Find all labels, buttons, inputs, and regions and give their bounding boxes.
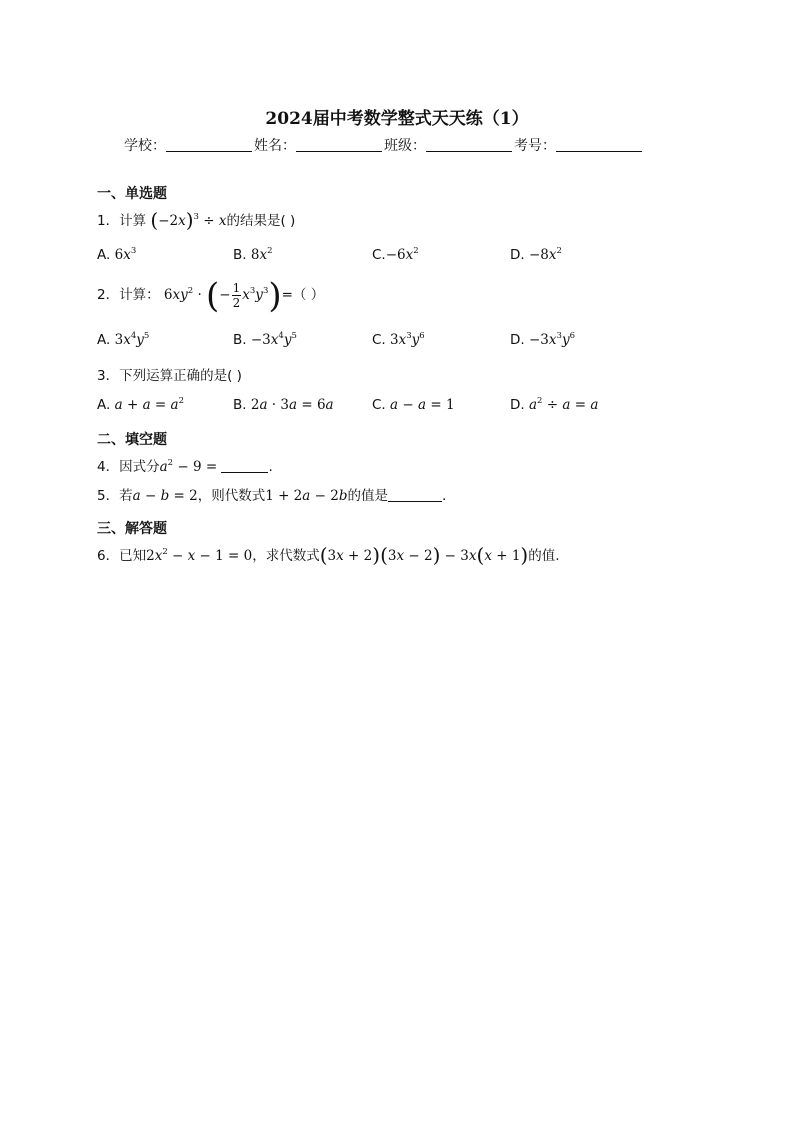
question-stem: 因式分 [119, 459, 160, 475]
question-stem: 下列运算正确的是( ) [119, 368, 242, 384]
question-stem: 计算 [119, 213, 147, 229]
answer-blank[interactable] [388, 488, 442, 502]
question-5: 5．若a − b = 2，则代数式1 + 2a − 2b的值是 . [97, 488, 447, 504]
section-title-fill-in: 二、填空题 [97, 432, 167, 448]
question-2 [97, 276, 324, 316]
option-a[interactable]: A. $6x^3$ [97, 246, 137, 263]
option-c[interactable]: C. a − a = 1 [372, 397, 455, 413]
school-blank[interactable] [166, 137, 252, 152]
question-number: 4． [97, 459, 120, 475]
question-number: 2． [97, 287, 120, 303]
math-expression: $2x^2 - x - 1 = 0$ [146, 547, 253, 564]
school-label: 学校： [124, 138, 166, 154]
question-6: 6．已知$2x^2 - x - 1 = 0$，求代数式(3x + 2)(3x − 2) − 3x(x + 1)的值. [97, 543, 560, 567]
student-info-line [124, 135, 644, 155]
question-number: 3． [97, 368, 120, 384]
option-c[interactable]: $C.-6x^2$ [372, 246, 419, 263]
math-expression: $6xy^2$ · (− $\frac{1}{2}$ $x^3y^3$) [163, 276, 282, 316]
option-d[interactable]: D. $-8x^2$ [510, 246, 562, 263]
question-4: 4．因式分$a^2 - 9$ = . [97, 458, 273, 475]
option-b[interactable]: B. $8x^2$ [233, 246, 273, 263]
page-title: 2024届中考数学整式天天练（1） [265, 109, 529, 129]
name-label: 姓名： [254, 138, 296, 154]
option-b[interactable]: B. $-3x^4y^5$ [233, 331, 297, 348]
question-number: 1． [97, 213, 120, 229]
question-1 [97, 208, 295, 232]
option-d[interactable]: D. $-3x^3y^6$ [510, 331, 575, 348]
number-blank[interactable] [556, 137, 642, 152]
option-b[interactable]: B. 2a · 3a = 6a [233, 397, 334, 413]
math-expression: 1 + 2a − 2b [265, 488, 348, 504]
answer-blank[interactable] [221, 459, 268, 473]
option-a[interactable]: A. $3x^4y^5$ [97, 331, 150, 348]
question-stem-end: 的结果是( ) [226, 213, 296, 229]
section-title-single-choice: 一、单选题 [97, 186, 167, 202]
question-stem-end: =（ ） [281, 287, 325, 303]
math-expression: (3x + 2)(3x − 2) − 3x(x + 1) [319, 543, 529, 567]
option-c[interactable]: C. $3x^3y^6$ [372, 331, 425, 348]
math-expression: $(-2x)^3 \div x$ [150, 208, 227, 232]
option-a[interactable]: A. $a + a = a^2$ [97, 396, 185, 413]
question-number: 5． [97, 488, 120, 504]
option-d[interactable]: D. $a^2 \div a = a$ [510, 396, 599, 413]
math-expression: $a^2 - 9$ = [159, 458, 222, 475]
number-label: 考号： [514, 138, 556, 154]
section-title-solve: 三、解答题 [97, 521, 167, 537]
question-3 [97, 364, 242, 384]
question-stem: 计算： [119, 287, 160, 303]
class-blank[interactable] [426, 137, 512, 152]
class-label: 班级： [384, 138, 426, 154]
math-expression: a − b = 2 [132, 488, 198, 504]
question-number: 6． [97, 548, 120, 564]
name-blank[interactable] [296, 137, 382, 152]
